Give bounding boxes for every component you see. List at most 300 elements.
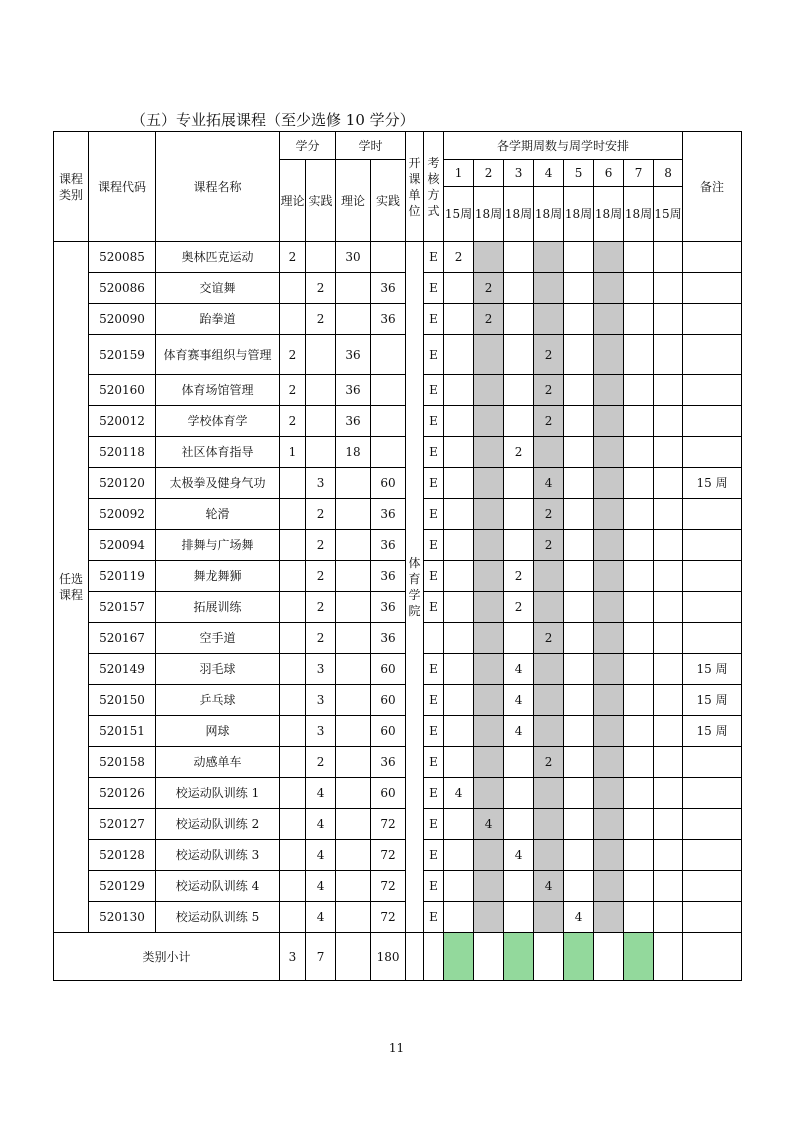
course-name: 排舞与广场舞: [156, 530, 280, 561]
table-row: [54, 592, 742, 623]
hour-theory: 36: [336, 335, 371, 375]
credit-practice: 2: [306, 561, 336, 592]
semester-hours: [474, 840, 504, 871]
semester-hours: [534, 809, 564, 840]
semester-hours: [564, 242, 594, 273]
header-credit-practice: 实践: [306, 160, 336, 242]
semester-hours: [504, 902, 534, 933]
remark: [683, 902, 742, 933]
semester-hours: [594, 499, 624, 530]
course-name: 网球: [156, 716, 280, 747]
semester-hours: [474, 335, 504, 375]
semester-hours: [624, 530, 654, 561]
semester-hours: [564, 375, 594, 406]
semester-hours: [654, 375, 683, 406]
semester-hours: [504, 809, 534, 840]
semester-hours: [654, 685, 683, 716]
semester-hours: [654, 561, 683, 592]
table-row: [54, 902, 742, 933]
credit-theory: [280, 592, 306, 623]
header-exam: 考核方式: [424, 132, 444, 242]
header-credits: 学分: [280, 132, 336, 160]
semester-hours: [624, 840, 654, 871]
semester-hours: [594, 242, 624, 273]
semester-hours: [654, 468, 683, 499]
header-weeks: 18周: [534, 187, 564, 242]
hour-theory: 30: [336, 242, 371, 273]
credit-theory: [280, 468, 306, 499]
semester-hours: [594, 840, 624, 871]
semester-hours: [624, 242, 654, 273]
course-name: 轮滑: [156, 499, 280, 530]
header-semester: 3: [504, 160, 534, 187]
header-hour-practice: 实践: [371, 160, 406, 242]
hour-theory: [336, 902, 371, 933]
exam-type: E: [424, 654, 444, 685]
semester-hours: [654, 499, 683, 530]
remark: [683, 406, 742, 437]
semester-hours: [534, 242, 564, 273]
semester-hours: [594, 871, 624, 902]
subtotal-semester: [474, 933, 504, 981]
credit-practice: 3: [306, 716, 336, 747]
header-weeks: 15周: [654, 187, 683, 242]
semester-hours: 2: [534, 406, 564, 437]
semester-hours: [444, 406, 474, 437]
semester-hours: 4: [534, 871, 564, 902]
credit-practice: [306, 335, 336, 375]
semester-hours: [444, 499, 474, 530]
hour-theory: [336, 840, 371, 871]
exam-type: E: [424, 273, 444, 304]
hour-theory: 18: [336, 437, 371, 468]
course-name: 校运动队训练 4: [156, 871, 280, 902]
semester-hours: [594, 530, 624, 561]
semester-hours: [504, 335, 534, 375]
semester-hours: [654, 335, 683, 375]
exam-type: E: [424, 716, 444, 747]
table-row: [54, 778, 742, 809]
course-name: 社区体育指导: [156, 437, 280, 468]
credit-theory: [280, 561, 306, 592]
semester-hours: [564, 871, 594, 902]
semester-hours: [444, 840, 474, 871]
table-row: [54, 468, 742, 499]
subtotal-semester: [444, 933, 474, 981]
remark: [683, 304, 742, 335]
semester-hours: [564, 592, 594, 623]
credit-theory: 1: [280, 437, 306, 468]
course-name: 体育场馆管理: [156, 375, 280, 406]
credit-practice: 2: [306, 530, 336, 561]
semester-hours: [444, 304, 474, 335]
department-cell: 体育学院: [406, 242, 424, 933]
exam-type: E: [424, 809, 444, 840]
remark: [683, 592, 742, 623]
table-row: [54, 871, 742, 902]
credit-practice: 4: [306, 809, 336, 840]
semester-hours: [564, 437, 594, 468]
hour-practice: 36: [371, 623, 406, 654]
course-code: 520130: [89, 902, 156, 933]
semester-hours: [564, 778, 594, 809]
header-hour-theory: 理论: [336, 160, 371, 242]
semester-hours: [594, 468, 624, 499]
credit-theory: [280, 809, 306, 840]
exam-type: E: [424, 561, 444, 592]
credit-practice: 2: [306, 747, 336, 778]
course-name: 校运动队训练 3: [156, 840, 280, 871]
hour-theory: [336, 685, 371, 716]
semester-hours: [534, 685, 564, 716]
hour-practice: 36: [371, 499, 406, 530]
semester-hours: [594, 375, 624, 406]
table-row: [54, 623, 742, 654]
course-code: 520149: [89, 654, 156, 685]
semester-hours: [444, 871, 474, 902]
semester-hours: [504, 871, 534, 902]
hour-practice: 60: [371, 685, 406, 716]
semester-hours: [504, 468, 534, 499]
course-name: 校运动队训练 1: [156, 778, 280, 809]
header-semester: 2: [474, 160, 504, 187]
semester-hours: [534, 561, 564, 592]
credit-theory: [280, 747, 306, 778]
semester-hours: 2: [534, 623, 564, 654]
semester-hours: [624, 468, 654, 499]
course-name: 学校体育学: [156, 406, 280, 437]
semester-hours: [564, 623, 594, 654]
section-title: （五）专业拓展课程（至少选修 10 学分）: [131, 111, 415, 129]
semester-hours: [474, 778, 504, 809]
semester-hours: [474, 747, 504, 778]
semester-hours: 2: [504, 592, 534, 623]
table-row: [54, 406, 742, 437]
course-code: 520119: [89, 561, 156, 592]
hour-practice: 36: [371, 273, 406, 304]
semester-hours: [444, 747, 474, 778]
remark: [683, 273, 742, 304]
header-weeks: 18周: [594, 187, 624, 242]
hour-theory: 36: [336, 406, 371, 437]
credit-practice: [306, 437, 336, 468]
remark: 15 周: [683, 685, 742, 716]
hour-practice: 36: [371, 561, 406, 592]
hour-practice: 36: [371, 747, 406, 778]
hour-practice: [371, 437, 406, 468]
credit-practice: 3: [306, 468, 336, 499]
semester-hours: [624, 716, 654, 747]
course-code: 520118: [89, 437, 156, 468]
semester-hours: [444, 335, 474, 375]
semester-hours: [654, 242, 683, 273]
hour-theory: [336, 809, 371, 840]
semester-hours: 2: [534, 530, 564, 561]
exam-type: E: [424, 840, 444, 871]
hour-practice: [371, 335, 406, 375]
credit-theory: [280, 778, 306, 809]
semester-hours: [594, 592, 624, 623]
hour-practice: 72: [371, 809, 406, 840]
header-semester: 6: [594, 160, 624, 187]
semester-hours: [624, 273, 654, 304]
credit-theory: [280, 499, 306, 530]
semester-hours: [534, 778, 564, 809]
semester-hours: [654, 530, 683, 561]
semester-hours: [564, 499, 594, 530]
remark: [683, 840, 742, 871]
exam-type: E: [424, 902, 444, 933]
subtotal-semester: [654, 933, 683, 981]
semester-hours: [594, 685, 624, 716]
semester-hours: [444, 561, 474, 592]
remark: [683, 623, 742, 654]
semester-hours: [654, 809, 683, 840]
semester-hours: [624, 304, 654, 335]
course-code: 520157: [89, 592, 156, 623]
semester-hours: [594, 654, 624, 685]
hour-practice: [371, 242, 406, 273]
semester-hours: [474, 375, 504, 406]
hour-theory: [336, 561, 371, 592]
subtotal-credit-practice: 7: [306, 933, 336, 981]
semester-hours: [474, 871, 504, 902]
semester-hours: [594, 747, 624, 778]
header-semester: 5: [564, 160, 594, 187]
remark: [683, 335, 742, 375]
semester-hours: 2: [534, 499, 564, 530]
semester-hours: 2: [504, 561, 534, 592]
hour-practice: 36: [371, 592, 406, 623]
semester-hours: [474, 561, 504, 592]
semester-hours: [594, 809, 624, 840]
subtotal-semester: [504, 933, 534, 981]
semester-hours: [474, 437, 504, 468]
hour-practice: 60: [371, 654, 406, 685]
credit-practice: 2: [306, 304, 336, 335]
semester-hours: [474, 242, 504, 273]
hour-theory: [336, 623, 371, 654]
course-table: [53, 131, 742, 981]
course-code: 520129: [89, 871, 156, 902]
credit-practice: 2: [306, 592, 336, 623]
semester-hours: [624, 747, 654, 778]
semester-hours: [654, 716, 683, 747]
table-row: [54, 437, 742, 468]
semester-hours: [444, 902, 474, 933]
semester-hours: [594, 437, 624, 468]
exam-type: E: [424, 304, 444, 335]
semester-hours: [654, 902, 683, 933]
credit-theory: [280, 623, 306, 654]
semester-hours: 4: [474, 809, 504, 840]
semester-hours: [474, 685, 504, 716]
semester-hours: [564, 406, 594, 437]
subtotal-hour-practice: 180: [371, 933, 406, 981]
semester-hours: [564, 747, 594, 778]
semester-hours: [504, 623, 534, 654]
exam-type: E: [424, 375, 444, 406]
exam-type: E: [424, 499, 444, 530]
semester-hours: [624, 902, 654, 933]
exam-type: E: [424, 685, 444, 716]
hour-practice: 72: [371, 871, 406, 902]
credit-practice: 2: [306, 499, 336, 530]
course-code: 520159: [89, 335, 156, 375]
course-code: 520094: [89, 530, 156, 561]
hour-practice: 72: [371, 840, 406, 871]
semester-hours: 4: [504, 840, 534, 871]
exam-type: E: [424, 592, 444, 623]
subtotal-semester: [594, 933, 624, 981]
semester-hours: [444, 592, 474, 623]
exam-type: E: [424, 242, 444, 273]
semester-hours: [534, 902, 564, 933]
remark: 15 周: [683, 468, 742, 499]
semester-hours: [594, 406, 624, 437]
course-code: 520085: [89, 242, 156, 273]
course-code: 520127: [89, 809, 156, 840]
subtotal-semester: [534, 933, 564, 981]
semester-hours: [564, 840, 594, 871]
semester-hours: [474, 468, 504, 499]
hour-theory: [336, 871, 371, 902]
hour-theory: [336, 592, 371, 623]
semester-hours: [654, 840, 683, 871]
course-name: 乒乓球: [156, 685, 280, 716]
semester-hours: [624, 375, 654, 406]
credit-practice: [306, 242, 336, 273]
remark: [683, 561, 742, 592]
credit-theory: [280, 871, 306, 902]
header-category: 课程类别: [54, 132, 89, 242]
semester-hours: [474, 530, 504, 561]
semester-hours: [534, 273, 564, 304]
course-name: 跆拳道: [156, 304, 280, 335]
table-row: [54, 273, 742, 304]
semester-hours: [504, 375, 534, 406]
credit-theory: [280, 716, 306, 747]
course-name: 羽毛球: [156, 654, 280, 685]
subtotal-exam: [424, 933, 444, 981]
semester-hours: [504, 273, 534, 304]
header-remarks: 备注: [683, 132, 742, 242]
subtotal-semester: [624, 933, 654, 981]
semester-hours: [444, 530, 474, 561]
table-row: [54, 809, 742, 840]
semester-hours: [534, 437, 564, 468]
remark: [683, 499, 742, 530]
semester-hours: 2: [534, 335, 564, 375]
semester-hours: [444, 685, 474, 716]
semester-hours: [594, 273, 624, 304]
course-code: 520012: [89, 406, 156, 437]
semester-hours: [444, 716, 474, 747]
semester-hours: [444, 375, 474, 406]
exam-type: E: [424, 468, 444, 499]
credit-theory: [280, 530, 306, 561]
semester-hours: [624, 623, 654, 654]
semester-hours: [654, 304, 683, 335]
course-code: 520150: [89, 685, 156, 716]
header-dept: 开课单位: [406, 132, 424, 242]
course-name: 校运动队训练 2: [156, 809, 280, 840]
table-row: [54, 499, 742, 530]
hour-theory: [336, 530, 371, 561]
hour-theory: [336, 304, 371, 335]
hour-practice: 60: [371, 468, 406, 499]
table-row: [54, 747, 742, 778]
exam-type: E: [424, 871, 444, 902]
header-name: 课程名称: [156, 132, 280, 242]
remark: [683, 530, 742, 561]
table-row: [54, 242, 742, 273]
category-cell: 任选课程: [54, 242, 89, 933]
credit-practice: 2: [306, 623, 336, 654]
remark: [683, 871, 742, 902]
semester-hours: [624, 499, 654, 530]
course-code: 520120: [89, 468, 156, 499]
credit-practice: 4: [306, 871, 336, 902]
semester-hours: [444, 468, 474, 499]
remark: [683, 242, 742, 273]
credit-practice: 4: [306, 778, 336, 809]
semester-hours: 4: [504, 654, 534, 685]
credit-theory: 2: [280, 242, 306, 273]
header-weeks: 18周: [624, 187, 654, 242]
subtotal-hour-theory: [336, 933, 371, 981]
credit-theory: [280, 273, 306, 304]
semester-hours: [654, 406, 683, 437]
course-code: 520167: [89, 623, 156, 654]
course-code: 520086: [89, 273, 156, 304]
semester-hours: [474, 716, 504, 747]
remark: 15 周: [683, 716, 742, 747]
header-schedule: 各学期周数与周学时安排: [444, 132, 683, 160]
credit-practice: 2: [306, 273, 336, 304]
header-weeks: 18周: [564, 187, 594, 242]
semester-hours: [534, 592, 564, 623]
semester-hours: [474, 499, 504, 530]
hour-theory: [336, 468, 371, 499]
semester-hours: [654, 654, 683, 685]
subtotal-semester: [564, 933, 594, 981]
semester-hours: [624, 437, 654, 468]
semester-hours: [594, 561, 624, 592]
credit-theory: 2: [280, 335, 306, 375]
course-name: 太极拳及健身气功: [156, 468, 280, 499]
remark: [683, 437, 742, 468]
subtotal-dept: [406, 933, 424, 981]
table-row: [54, 335, 742, 375]
credit-theory: 2: [280, 406, 306, 437]
credit-theory: [280, 654, 306, 685]
semester-hours: [624, 654, 654, 685]
semester-hours: [504, 530, 534, 561]
semester-hours: [624, 592, 654, 623]
header-credit-theory: 理论: [280, 160, 306, 242]
header-semester: 8: [654, 160, 683, 187]
exam-type: E: [424, 406, 444, 437]
semester-hours: 4: [504, 716, 534, 747]
hour-practice: 36: [371, 304, 406, 335]
semester-hours: [504, 778, 534, 809]
hour-practice: [371, 375, 406, 406]
header-semester: 1: [444, 160, 474, 187]
course-code: 520151: [89, 716, 156, 747]
course-code: 520092: [89, 499, 156, 530]
semester-hours: [624, 871, 654, 902]
